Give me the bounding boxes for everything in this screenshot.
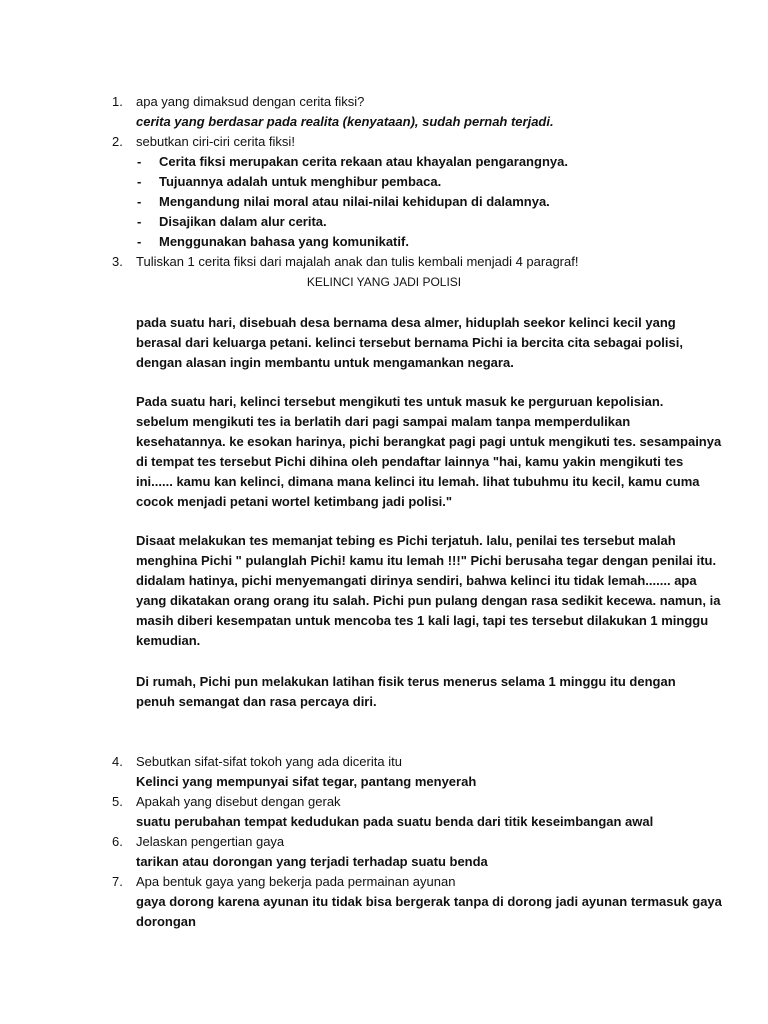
q1-number: 1. bbox=[112, 94, 123, 109]
q4-answer: Kelinci yang mempunyai sifat tegar, pantang menyerah bbox=[136, 774, 477, 789]
q3-question: Tuliskan 1 cerita fiksi dari majalah anak dan tulis kembali menjadi 4 paragraf! bbox=[136, 254, 579, 269]
story-line: menghina Pichi " pulanglah Pichi! kamu itu lemah !!!" Pichi berusaha tegar dengan penilai itu. bbox=[136, 553, 717, 568]
q6-answer: tarikan atau dorongan yang terjadi terhadap suatu benda bbox=[136, 854, 488, 869]
story-line: berasal dari keluarga petani. kelinci tersebut bernama Pichi ia bercita cita sebagai polisi, bbox=[136, 335, 683, 350]
story-line: yang dikatakan orang orang itu salah. Pichi pun pulang dengan rasa sedikit kecewa. namun, ia bbox=[136, 593, 721, 608]
bullet-dash: - bbox=[137, 234, 142, 249]
story-line: penuh semangat dan rasa percaya diri. bbox=[136, 694, 377, 709]
q2-bullet: Disajikan dalam alur cerita. bbox=[159, 214, 327, 229]
story-title: KELINCI YANG JADI POLISI bbox=[306, 275, 462, 289]
story-line: kemudian. bbox=[136, 633, 201, 648]
bullet-dash: - bbox=[137, 194, 142, 209]
q5-question: Apakah yang disebut dengan gerak bbox=[136, 794, 341, 809]
q5-number: 5. bbox=[112, 794, 123, 809]
story-line: Disaat melakukan tes memanjat tebing es Pichi terjatuh. lalu, penilai tes tersebut malah bbox=[136, 533, 676, 548]
q2-bullet: Tujuannya adalah untuk menghibur pembaca. bbox=[159, 174, 442, 189]
bullet-dash: - bbox=[137, 174, 142, 189]
q5-answer: suatu perubahan tempat kedudukan pada suatu benda dari titik keseimbangan awal bbox=[136, 814, 654, 829]
q2-question: sebutkan ciri-ciri cerita fiksi! bbox=[136, 134, 295, 149]
story-line: ini...... kamu kan kelinci, dimana mana kelinci itu lemah. lihat tubuhmu itu kecil, kamu cuma bbox=[136, 474, 700, 489]
story-line: kesehatannya. ke esokan harinya, pichi berangkat pagi pagi untuk mengikuti tes. sesampainya bbox=[136, 434, 722, 449]
q1-answer: cerita yang berdasar pada realita (kenyataan), sudah pernah terjadi. bbox=[136, 114, 554, 129]
q7-question: Apa bentuk gaya yang bekerja pada permainan ayunan bbox=[136, 874, 456, 889]
bullet-dash: - bbox=[137, 214, 142, 229]
q6-question: Jelaskan pengertian gaya bbox=[136, 834, 285, 849]
q6-number: 6. bbox=[112, 834, 123, 849]
q2-bullet: Menggunakan bahasa yang komunikatif. bbox=[159, 234, 409, 249]
q2-bullet: Mengandung nilai moral atau nilai-nilai kehidupan di dalamnya. bbox=[159, 194, 550, 209]
story-line: di tempat tes tersebut Pichi dihina oleh pendaftar lainnya "hai, kamu yakin mengikuti tes bbox=[136, 454, 684, 469]
story-line: cocok menjadi petani wortel ketimbang jadi polisi." bbox=[136, 494, 453, 509]
q7-answer: dorongan bbox=[136, 914, 196, 929]
q3-number: 3. bbox=[112, 254, 123, 269]
story-line: pada suatu hari, disebuah desa bernama desa almer, hiduplah seekor kelinci kecil yang bbox=[136, 315, 676, 330]
story-line: sebelum mengikuti tes ia berlatih dari pagi sampai malam tanpa memperdulikan bbox=[136, 414, 631, 429]
story-line: masih diberi kesempatan untuk mencoba tes 1 kali lagi, tapi tes tersebut dilakukan 1 minggu bbox=[136, 613, 709, 628]
bullet-dash: - bbox=[137, 154, 142, 169]
q2-number: 2. bbox=[112, 134, 123, 149]
story-line: Pada suatu hari, kelinci tersebut mengikuti tes untuk masuk ke perguruan kepolisian. bbox=[136, 394, 664, 409]
q2-bullet: Cerita fiksi merupakan cerita rekaan atau khayalan pengarangnya. bbox=[159, 154, 568, 169]
q4-question: Sebutkan sifat-sifat tokoh yang ada dicerita itu bbox=[136, 754, 402, 769]
q4-number: 4. bbox=[112, 754, 123, 769]
story-line: didalam hatinya, pichi menyemangati dirinya sendiri, bahwa kelinci itu tidak lemah....... apa bbox=[136, 573, 697, 588]
q7-number: 7. bbox=[112, 874, 123, 889]
story-line: Di rumah, Pichi pun melakukan latihan fisik terus menerus selama 1 minggu itu dengan bbox=[136, 674, 676, 689]
q1-question: apa yang dimaksud dengan cerita fiksi? bbox=[136, 94, 365, 109]
q7-answer: gaya dorong karena ayunan itu tidak bisa bergerak tanpa di dorong jadi ayunan termasuk gaya bbox=[136, 894, 722, 909]
story-line: dengan alasan ingin membantu untuk mengamankan negara. bbox=[136, 355, 514, 370]
